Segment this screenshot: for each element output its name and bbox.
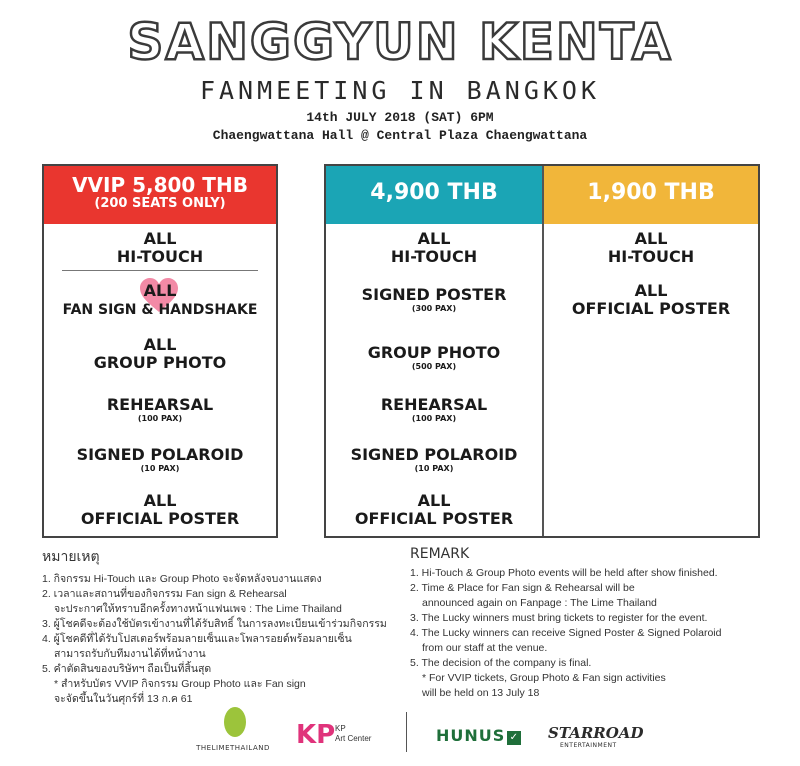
kp-logo-text: KP Art Center [335, 724, 372, 743]
t4900-item-poster: ALL OFFICIAL POSTER [354, 491, 514, 528]
remark-line: 2. เวลาและสถานที่ของกิจกรรม Fan sign & Rehearsal [42, 588, 287, 600]
event-date: 14th JULY 2018 (SAT) 6PM [306, 110, 494, 125]
vvip-item-poster: ALL OFFICIAL POSTER [80, 491, 240, 528]
remark-line: * For VVIP tickets, Group Photo & Fan sign activities [422, 672, 666, 684]
vvip-item-groupphoto: ALL GROUP PHOTO [93, 335, 227, 372]
remark-line: * สำหรับบัตร VVIP กิจกรรม Group Photo และ Fan sign [54, 678, 306, 690]
remark-line: from our staff at the venue. [422, 642, 548, 654]
standard-panel [324, 164, 760, 538]
remark-line: 4. The Lucky winners can receive Signed Poster & Signed Polaroid [410, 627, 722, 639]
vvip-header [44, 166, 276, 224]
lime-logo-text: THELIMETHAILAND [196, 744, 270, 752]
starroad-logo-sub: ENTERTAINMENT [560, 742, 617, 749]
divider [62, 270, 258, 271]
check-icon: ✓ [507, 731, 521, 745]
remark-line: จะจัดขึ้นในวันศุกร์ที่ 13 ก.ค 61 [54, 693, 193, 705]
kp-logo-mark: KP [296, 720, 336, 750]
event-venue: Chaengwattana Hall @ Central Plaza Chaengwattana [212, 128, 588, 143]
starroad-logo: STARROAD [548, 724, 644, 742]
remark-line: 1. กิจกรรม Hi-Touch และ Group Photo จะจัดหลังจบงานแสดง [42, 573, 322, 585]
remarks-english [410, 546, 770, 701]
t1900-item-hitouch: ALL HI-TOUCH [607, 229, 695, 266]
t4900-price: 4,900 THB [370, 180, 498, 205]
t4900-item-rehearsal: REHEARSAL (100 PAX) [380, 395, 488, 423]
t1900-header [544, 166, 758, 224]
remark-line: will be held on 13 July 18 [422, 687, 540, 699]
remark-line: announced again on Fanpage : The Lime Thailand [422, 597, 657, 609]
t4900-item-signedposter: SIGNED POSTER (300 PAX) [361, 285, 507, 313]
remark-line: จะประกาศให้ทราบอีกครั้งทางหน้าแฟนเพจ : The Lime Thailand [54, 603, 342, 615]
t1900-price: 1,900 THB [587, 180, 715, 205]
vvip-panel [42, 164, 278, 538]
vvip-item-rehearsal: REHEARSAL (100 PAX) [106, 395, 214, 423]
remark-line: 1. Hi-Touch & Group Photo events will be held after show finished. [410, 567, 718, 579]
lime-leaf-icon [222, 706, 248, 738]
remark-line: 2. Time & Place for Fan sign & Rehearsal will be [410, 582, 635, 594]
remarks-english-title: REMARK [410, 546, 470, 562]
remark-line: 4. ผู้โชคดีที่ได้รับโปสเตอร์พร้อมลายเซ็นและโพลารอยด์พร้อมลายเซ็น [42, 633, 352, 645]
vvip-item-polaroid: SIGNED POLAROID (10 PAX) [76, 445, 244, 473]
t4900-header [326, 166, 542, 224]
vvip-price: VVIP 5,800 THB [72, 173, 248, 197]
logo-divider [406, 712, 407, 752]
t4900-item-hitouch: ALL HI-TOUCH [390, 229, 478, 266]
t4900-item-groupphoto: GROUP PHOTO (500 PAX) [367, 343, 501, 371]
remark-line: 3. ผู้โชคดีจะต้องใช้บัตรเข้างานที่ได้รับสิทธิ์ ในการลงทะเบียนเข้าร่วมกิจกรรม [42, 618, 387, 630]
sponsor-logos [0, 706, 800, 762]
event-subtitle: FANMEETING IN BANGKOK [199, 76, 601, 105]
vvip-item-hitouch: ALL HI-TOUCH [116, 229, 204, 266]
remark-line: 5. คำตัดสินของบริษัทฯ ถือเป็นที่สิ้นสุด [42, 663, 212, 675]
remark-line: สามารถรับกับทีมงานได้ที่หน้างาน [54, 648, 206, 660]
vvip-seats: (200 SEATS ONLY) [94, 196, 226, 211]
remark-line: 3. The Lucky winners must bring tickets to register for the event. [410, 612, 708, 624]
remarks-thai [42, 546, 392, 707]
remark-line: 5. The decision of the company is final. [410, 657, 592, 669]
t4900-item-polaroid: SIGNED POLAROID (10 PAX) [350, 445, 518, 473]
t1900-item-poster: ALL OFFICIAL POSTER [571, 281, 731, 318]
vvip-item-fansign: ALL FAN SIGN & HANDSHAKE [62, 281, 258, 318]
remarks-thai-title: หมายเหตุ [42, 549, 100, 565]
hunus-logo: HUNUS ✓ [436, 726, 521, 745]
event-title: SANGGYUN KENTA [127, 13, 673, 71]
